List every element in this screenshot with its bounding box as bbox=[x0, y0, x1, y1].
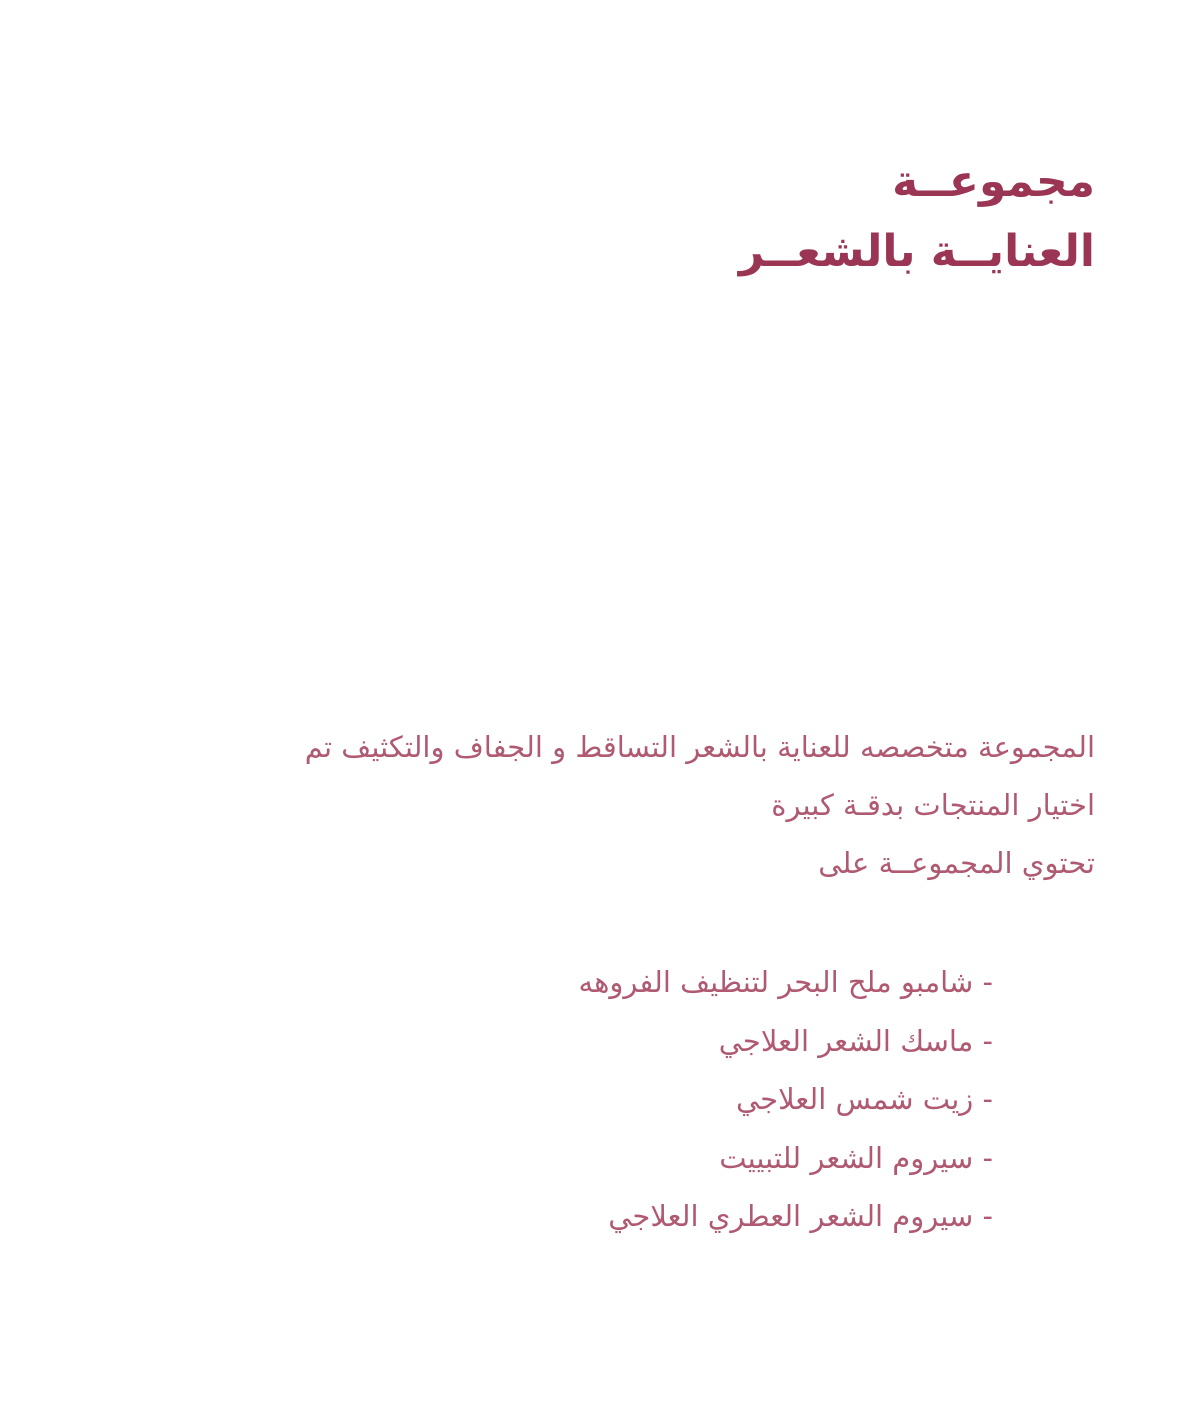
description-line-3: تحتوي المجموعــة على bbox=[818, 846, 1095, 880]
product-list bbox=[579, 953, 993, 1246]
title-line-2: العنايــة بالشعــر bbox=[738, 226, 1095, 278]
product-item-sunflower-oil: - زيت شمس العلاجي bbox=[736, 1082, 993, 1116]
collection-title bbox=[739, 147, 1095, 287]
product-item-overnight-serum: - سيروم الشعر للتبييت bbox=[719, 1140, 993, 1175]
collection-description bbox=[175, 718, 1095, 892]
description-line-2: اختيار المنتجات بدقـة كبيرة bbox=[771, 788, 1095, 822]
title-line-1: مجموعــة bbox=[892, 156, 1095, 208]
product-item-sea-salt-shampoo: - شامبو ملح البحر لتنظيف الفروهه bbox=[578, 965, 993, 999]
product-item-perfumed-serum: - سيروم الشعر العطري العلاجي bbox=[608, 1199, 993, 1233]
product-item-hair-mask: - ماسك الشعر العلاجي bbox=[718, 1023, 993, 1058]
description-line-1: المجموعة متخصصه للعناية بالشعر التساقط و الجفاف والتكثيف تم bbox=[304, 730, 1095, 764]
